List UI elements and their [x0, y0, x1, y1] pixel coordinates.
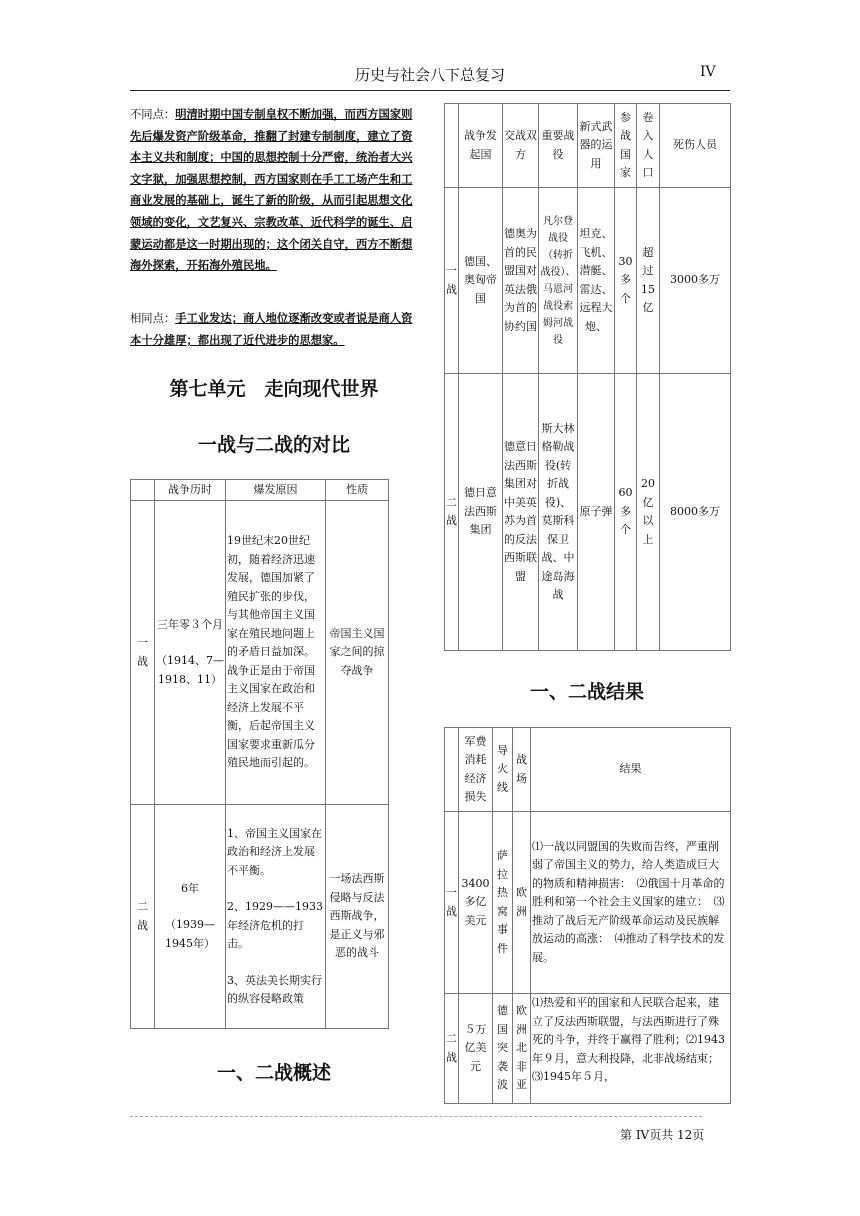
differences-text: 明清时期中国专制皇权不断加强，而西方国家则先后爆发资产阶级革命，推翻了封建专制制度，建立了资本主义共和制度；中国的思想控制十分严密，统治者大兴文字狱，加强思想控制，西方国家则在手工工场产生和工商业发展的基础上，诞生了新的阶级，从而引起思想文化领域的变化，文艺复兴、宗教改革、近代科学的诞生、启蒙运动都是这一时期出现的；这个闭关自守，西方不断想海外探索，开拓海外殖民地。	[130, 107, 413, 273]
result-cell: ⑴一战以同盟国的失败而告终，严重削弱了帝国主义的势力，给人类造成巨大的物质和精神损害： ⑵俄国十月革命的胜利和第一个社会主义国家的建立： ⑶推动了战后无产阶级革命运动及民族解放运动的高涨： ⑷推动了科学技术的发展。	[531, 812, 731, 994]
table-row	[445, 994, 731, 1104]
war-name-cell: 一战	[445, 188, 459, 374]
table-header-cell: 性质	[326, 480, 389, 501]
table-header-row	[131, 480, 389, 501]
table-row	[131, 805, 389, 1029]
trigger-cell: 萨拉热窝事件	[493, 812, 513, 994]
war-name-cell: 一战	[445, 812, 459, 994]
table-header-cell: 交战双方	[503, 104, 539, 188]
duration-cell	[155, 501, 226, 805]
duration-cell	[155, 805, 226, 1029]
nature-cell: 帝国主义国家之间的掠夺战争	[326, 501, 389, 805]
similarities-text: 手工业发达；商人地位逐渐改变或者说是商人资本十分雄厚；都出现了近代进步的思想家。	[130, 311, 413, 347]
war-name-cell: 二战	[445, 374, 459, 651]
similarities-paragraph	[130, 308, 418, 351]
population-cell: 超过15亿	[637, 188, 660, 374]
differences-paragraph	[130, 104, 418, 277]
table-header-cell: 导火线	[493, 728, 513, 812]
table-header-cell	[445, 104, 459, 188]
cost-cell: 3400多亿美元	[459, 812, 493, 994]
footer-divider	[130, 1116, 702, 1117]
differences-label: 不同点：	[130, 108, 176, 121]
cause-cell	[226, 805, 326, 1029]
table-header-cell: 军费消耗经济损失	[459, 728, 493, 812]
table-header-cell: 重要战役	[539, 104, 578, 188]
footer-page-number: 第 IV页共 12页	[620, 1128, 705, 1142]
battles-cell: 斯大林格勒战役(转折战役)、莫斯科保卫战、中途岛海战	[539, 374, 578, 651]
cost-cell: ５万亿美元	[459, 994, 493, 1104]
table-header-cell	[131, 480, 155, 501]
war-name-cell: 一战	[131, 501, 155, 805]
sides-cell: 德奥为首的民盟国对英法俄为首的协约国	[503, 188, 539, 374]
battlefield-cell: 欧洲	[513, 812, 531, 994]
header-divider	[130, 90, 730, 91]
population-cell: 20亿以上	[637, 374, 660, 651]
overview-table	[444, 103, 731, 651]
table-header-cell: 战场	[513, 728, 531, 812]
overview-title: 一、二战概述	[216, 1062, 331, 1084]
results-title: 一、二战结果	[529, 681, 644, 703]
table-header-cell: 卷入人口	[637, 104, 660, 188]
result-cell: ⑴热爱和平的国家和人民联合起来，建立了反法西斯联盟，与法西斯进行了殊死的斗争，并终于赢得了胜利；⑵1943年９月，意大利投降，北非战场结束；⑶1945年５月，	[531, 994, 731, 1104]
header-title: 历史与社会八下总复习	[354, 66, 505, 84]
war-name-cell: 二战	[445, 994, 459, 1104]
results-table	[444, 727, 731, 1104]
table-header-row	[445, 104, 731, 188]
trigger-cell: 德国突袭波	[493, 994, 513, 1104]
table-row	[445, 374, 731, 651]
casualties-cell: 8000多万	[660, 374, 731, 651]
similarities-label: 相同点：	[130, 312, 176, 325]
battles-cell: 凡尔登战役（转折战役）、马恩河战役索姆河战役	[539, 188, 578, 374]
sides-cell: 德意日法西斯集团对中美英苏为首的反法西斯联盟	[503, 374, 539, 651]
comparison-title: 一战与二战的对比	[197, 434, 350, 456]
duration-text: 三年零３个月	[157, 617, 223, 631]
comparison-table	[130, 479, 389, 1029]
table-header-cell: 死伤人员	[660, 104, 731, 188]
table-row	[445, 812, 731, 994]
cause-item: 1、帝国主义国家在政治和经济上发展不平衡。	[227, 826, 322, 877]
table-header-cell: 战争发起国	[459, 104, 503, 188]
cause-cell: 19世纪末20世纪初，随着经济迅速发展，德国加紧了殖民扩张的步伐，与其他帝国主义国家在殖民地问题上的矛盾日益加深。战争正是由于帝国主义国家在政治和经济上发展不平衡，后起帝国主义国家要求重新瓜分殖民地而引起的。	[226, 501, 326, 805]
war-name-cell: 二战	[131, 805, 155, 1029]
nature-cell: 一场法西斯侵略与反法西斯战争，是正义与邪恶的战斗	[326, 805, 389, 1029]
casualties-cell: 3000多万	[660, 188, 731, 374]
initiator-cell: 德日意法西斯集团	[459, 374, 503, 651]
duration-text: 6年	[181, 881, 199, 895]
unit-title: 第七单元 走向现代世界	[169, 378, 379, 400]
table-header-cell: 参战国家	[615, 104, 637, 188]
table-header-cell: 结果	[531, 728, 731, 812]
duration-dates: （1939—1945年）	[165, 918, 215, 950]
table-header-cell: 新式武器的运用	[578, 104, 615, 188]
initiator-cell: 德国、奥匈帝国	[459, 188, 503, 374]
cause-item: 3、英法美长期实行的纵容侵略政策	[227, 973, 322, 1005]
table-row	[131, 501, 389, 805]
table-header-cell: 爆发原因	[226, 480, 326, 501]
countries-cell: 30多个	[615, 188, 637, 374]
cause-item: 2、1929——1933年经济危机的打击。	[227, 900, 323, 950]
battlefield-cell: 欧洲北非亚	[513, 994, 531, 1104]
table-header-row	[445, 728, 731, 812]
header-page-number: IV	[700, 64, 716, 80]
weapons-cell: 坦克、飞机、潜艇、雷达、远程大炮、	[578, 188, 615, 374]
weapons-cell: 原子弹	[578, 374, 615, 651]
countries-cell: 60多个	[615, 374, 637, 651]
table-row	[445, 188, 731, 374]
duration-dates: （1914、7—1918、11）	[156, 654, 224, 686]
table-header-cell: 战争历时	[155, 480, 226, 501]
table-header-cell	[445, 728, 459, 812]
